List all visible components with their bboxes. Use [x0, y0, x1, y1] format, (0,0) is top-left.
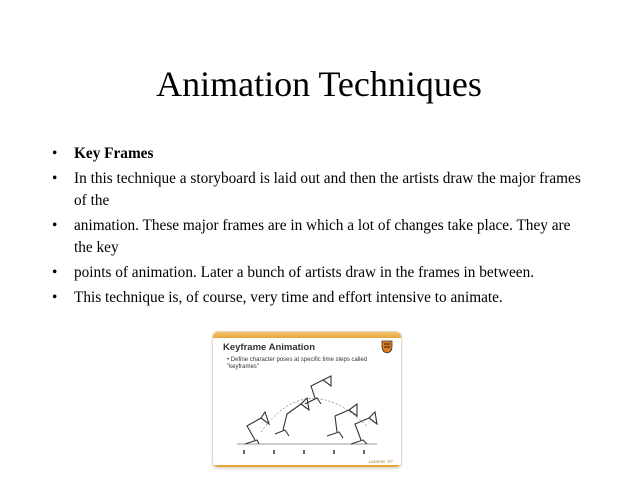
bullet-item — [52, 168, 592, 212]
bullet-item — [52, 143, 592, 165]
bullet-dot: • — [52, 170, 58, 187]
bullet-text: points of animation. Later a bunch of artists draw in the frames in between. — [74, 264, 535, 281]
bullet-dot: • — [52, 289, 58, 306]
bullet-list — [52, 143, 592, 312]
lamp-keyframe-sketch-icon — [227, 374, 387, 456]
bullet-dot: • — [52, 145, 58, 162]
bullet-item — [52, 262, 592, 284]
thumbnail-bullet: • Define character poses at specific time steps called "keyframes" — [227, 357, 368, 370]
bullet-text: In this technique a storyboard is laid out and then the artists draw the major frames of the — [74, 170, 581, 209]
thumbnail-footer: Lasseter '87 — [368, 459, 393, 464]
bullet-dot: • — [52, 217, 58, 234]
slide-title: Animation Techniques — [156, 64, 482, 104]
thumbnail-bottom-bar — [213, 465, 401, 467]
bullet-item — [52, 287, 592, 309]
bullet-text: This technique is, of course, very time and effort intensive to animate. — [74, 289, 503, 306]
princeton-shield-icon — [381, 340, 393, 354]
bullet-dot: • — [52, 264, 58, 281]
bullet-item — [52, 215, 592, 259]
bullet-text: animation. These major frames are in which a lot of changes take place. They are the key — [74, 217, 571, 256]
bullet-text: Key Frames — [74, 145, 154, 162]
keyframe-thumbnail — [212, 331, 402, 468]
thumbnail-title: Keyframe Animation — [223, 342, 316, 353]
thumbnail-header-bar — [213, 332, 401, 338]
